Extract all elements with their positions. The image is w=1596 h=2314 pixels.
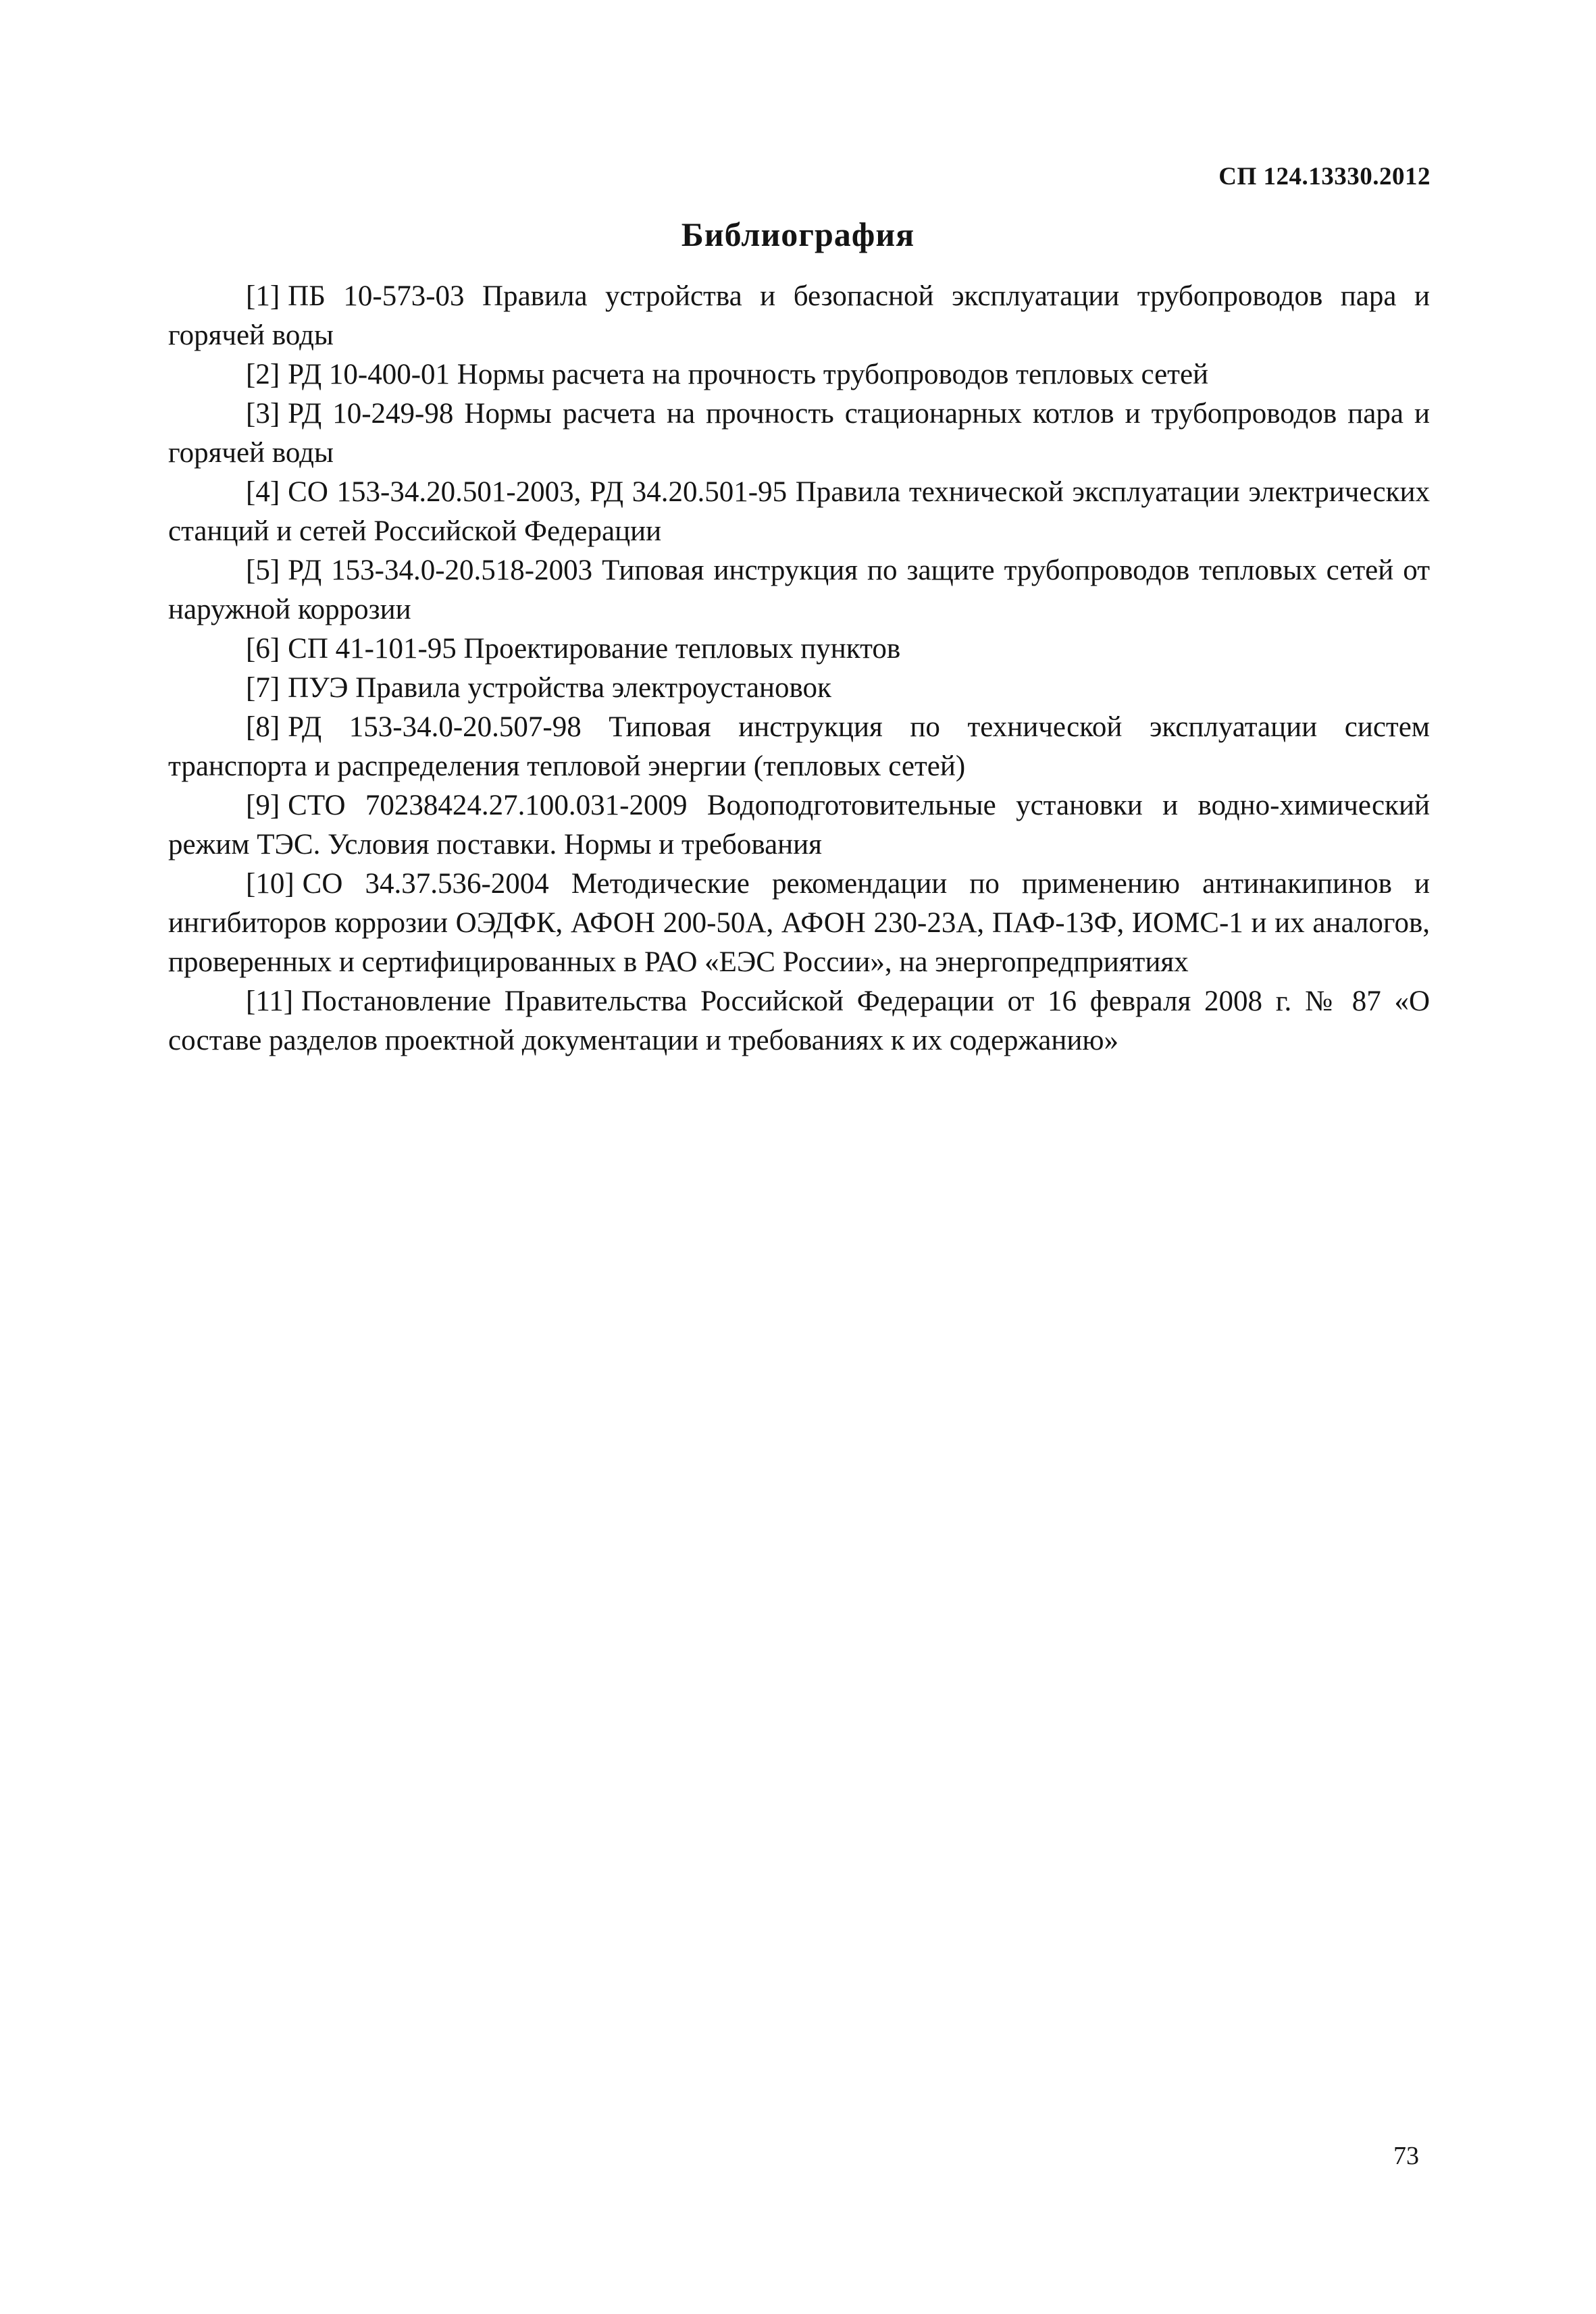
entry-number: [3] [246,398,280,430]
entry-number: [6] [246,633,280,665]
entry-number: [2] [246,359,280,390]
entry-number: [10] [246,868,294,900]
entry-text: РД 153-34.0-20.507-98 Типовая инструкция по технической эксплуатации систем транспорта и распределения тепловой энергии (тепловых сетей) [168,711,1430,782]
bibliography-entry-4 [168,473,1430,551]
bibliography-entry-5 [168,551,1430,629]
bibliography-entry-9 [168,786,1430,865]
bibliography-entry-7 [168,669,1430,708]
bibliography-entry-10 [168,865,1430,982]
entry-text: Постановление Правительства Российской Федерации от 16 февраля 2008 г. № 87 «О составе разделов проектной документации и требованиях к их содержанию» [168,985,1430,1056]
bibliography-entry-11 [168,982,1430,1060]
bibliography-entry-1 [168,277,1430,355]
entry-text: СО 153-34.20.501-2003, РД 34.20.501-95 Правила технической эксплуатации электрических станций и сетей Российской Федерации [168,476,1430,547]
entry-text: СП 41-101-95 Проектирование тепловых пунктов [288,633,901,665]
entry-text: ПУЭ Правила устройства электроустановок [288,672,831,704]
bibliography-list [168,277,1430,1060]
entry-text: РД 10-249-98 Нормы расчета на прочность стационарных котлов и трубопроводов пара и горячей воды [168,398,1430,469]
entry-text: РД 153-34.0-20.518-2003 Типовая инструкция по защите трубопроводов тепловых сетей от наружной коррозии [168,555,1430,625]
entry-number: [8] [246,711,280,743]
page-number: 73 [1393,2142,1419,2170]
entry-text: СО 34.37.536-2004 Методические рекомендации по применению антинакипинов и ингибиторов коррозии ОЭДФК, АФОН 200-50А, АФОН 230-23А, ПАФ-13Ф, ИОМС-1 и их аналогов, проверенных и сертифицированных в РАО «ЕЭС России», на энергопредприятиях [168,868,1430,978]
entry-text: РД 10-400-01 Нормы расчета на прочность трубопроводов тепловых сетей [288,359,1209,390]
entry-number: [11] [246,985,294,1017]
page-title: Библиография [681,215,915,253]
entry-text: ПБ 10-573-03 Правила устройства и безопасной эксплуатации трубопроводов пара и горячей воды [168,280,1430,351]
document-code: СП 124.13330.2012 [1218,163,1431,190]
entry-number: [9] [246,790,280,821]
bibliography-entry-8 [168,708,1430,786]
bibliography-entry-2 [168,355,1430,394]
entry-number: [5] [246,555,280,586]
entry-text: СТО 70238424.27.100.031-2009 Водоподготовительные установки и водно-химический режим ТЭС. Условия поставки. Нормы и требования [168,790,1430,860]
entry-number: [7] [246,672,280,704]
bibliography-entry-6 [168,629,1430,669]
entry-number: [1] [246,280,280,312]
bibliography-entry-3 [168,394,1430,473]
entry-number: [4] [246,476,280,508]
